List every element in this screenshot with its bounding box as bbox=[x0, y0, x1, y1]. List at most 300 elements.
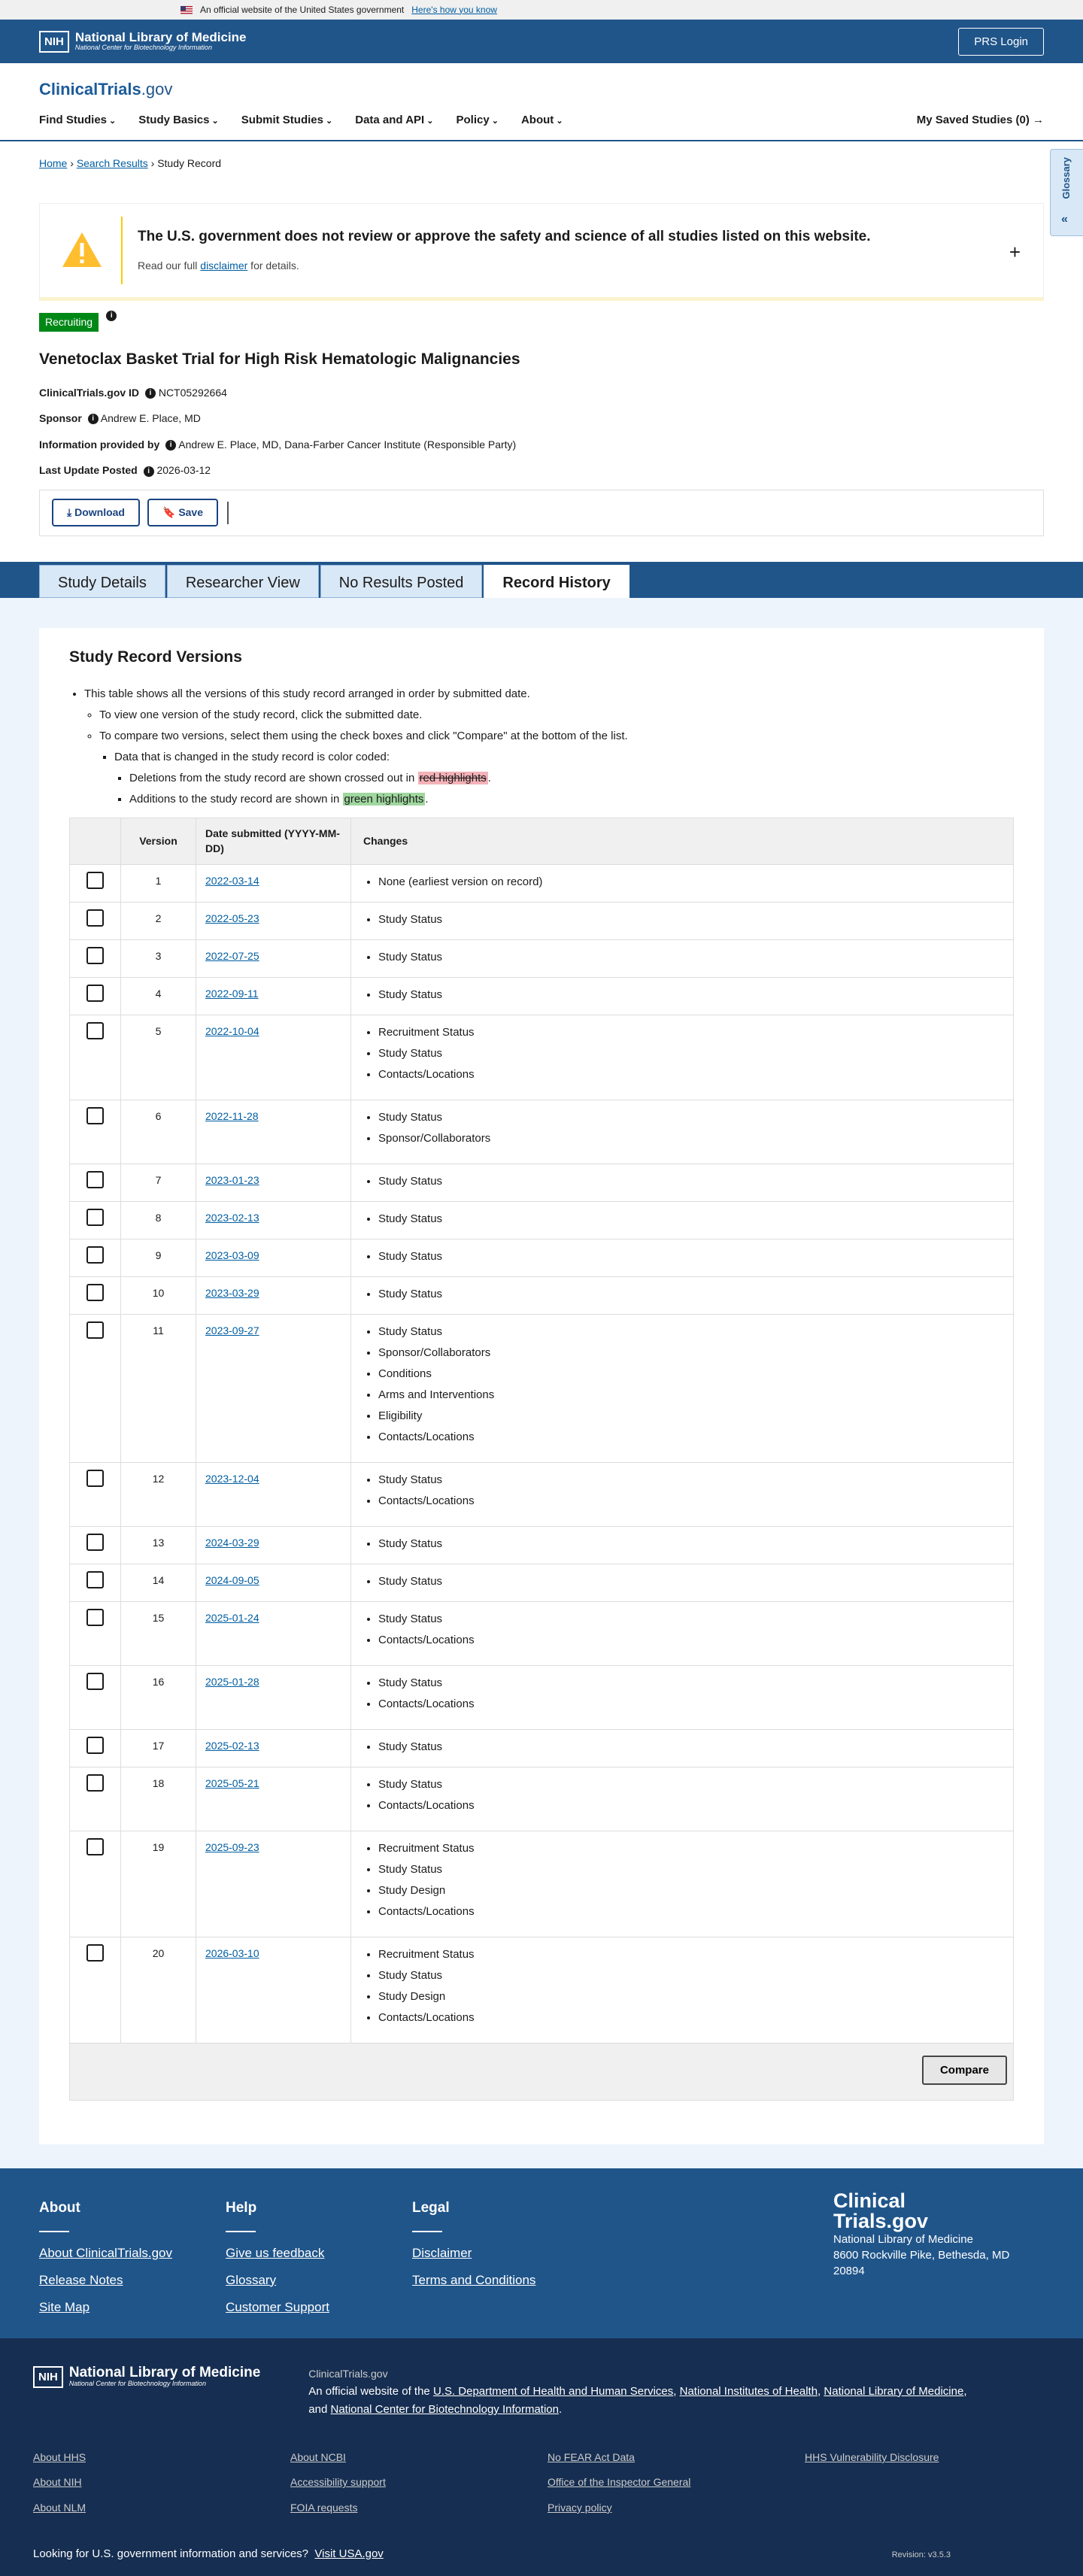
change-item: • Study Status bbox=[378, 1739, 1007, 1755]
nav-study-basics[interactable]: Study Basics ⌄ bbox=[138, 112, 219, 128]
footer-bottom-link bbox=[805, 2475, 1062, 2490]
footer-link[interactable]: Give us feedback bbox=[226, 2245, 325, 2260]
select-cell bbox=[70, 865, 121, 903]
select-cell bbox=[70, 1100, 121, 1164]
changes-cell bbox=[351, 1164, 1014, 1202]
changes-cell bbox=[351, 1831, 1014, 1937]
bookmark-icon: 🔖 bbox=[162, 506, 176, 519]
revision: Revision: v3.5.3 bbox=[891, 2550, 951, 2559]
changes-cell bbox=[351, 1100, 1014, 1164]
alert-title: The U.S. government does not review or approve the safety and science of all studies listed on this website. bbox=[138, 228, 871, 244]
change-item: • Sponsor/Collaborators bbox=[378, 1130, 1007, 1146]
version-date-link[interactable]: 2022-07-25 bbox=[205, 950, 259, 963]
table-row bbox=[70, 1100, 1014, 1164]
footer-link[interactable]: Customer Support bbox=[226, 2299, 329, 2314]
table-row bbox=[70, 978, 1014, 1015]
version-number: 19 bbox=[121, 1831, 196, 1937]
version-number: 15 bbox=[121, 1602, 196, 1666]
footer-bottom-link[interactable]: About HHS bbox=[33, 2450, 86, 2463]
site-header bbox=[0, 63, 1083, 141]
change-item: • Study Status bbox=[378, 987, 1007, 1003]
changes-cell bbox=[351, 1239, 1014, 1277]
changes-cell bbox=[351, 1277, 1014, 1315]
table-row bbox=[70, 1937, 1014, 2044]
version-date-link[interactable]: 2022-09-11 bbox=[205, 988, 259, 1000]
version-number: 11 bbox=[121, 1315, 196, 1463]
official-website-text: ClinicalTrials.gov An official website of the U.S. Department of Health and Human Services, National Institutes of Health, National Library of Medicine, and National Center for Biotechnology Information. bbox=[308, 2365, 966, 2418]
version-date-link[interactable]: 2023-01-23 bbox=[205, 1174, 259, 1187]
change-item: • Contacts/Locations bbox=[378, 1798, 1007, 1813]
footer-bottom-link[interactable]: About NLM bbox=[33, 2501, 86, 2514]
footer-bottom-link[interactable]: About NCBI bbox=[290, 2450, 346, 2463]
version-checkbox[interactable] bbox=[86, 1171, 104, 1188]
version-number: 16 bbox=[121, 1666, 196, 1730]
version-number: 7 bbox=[121, 1164, 196, 1202]
nlm-title: National Library of Medicine bbox=[68, 2365, 261, 2381]
change-item: • Contacts/Locations bbox=[378, 1493, 1007, 1509]
change-item: • Contacts/Locations bbox=[378, 1904, 1007, 1919]
footer-bottom-link bbox=[805, 2501, 1062, 2516]
table-row bbox=[70, 1015, 1014, 1100]
versions-instructions bbox=[69, 686, 1014, 807]
nih-logo-icon: NIH bbox=[33, 2366, 63, 2388]
alert-text: Read our full disclaimer for details. bbox=[138, 259, 299, 272]
version-checkbox[interactable] bbox=[86, 1774, 104, 1792]
tab-no-results-posted[interactable]: No Results Posted bbox=[320, 565, 483, 598]
info-icon[interactable]: i bbox=[145, 388, 156, 399]
select-cell bbox=[70, 1564, 121, 1602]
footer-heading: About bbox=[39, 2200, 80, 2216]
footer-link[interactable]: About ClinicalTrials.gov bbox=[39, 2245, 172, 2260]
breadcrumb-search-results[interactable]: Search Results bbox=[76, 157, 148, 169]
changes-cell bbox=[351, 1315, 1014, 1463]
date-cell bbox=[196, 1164, 351, 1202]
changes-cell bbox=[351, 940, 1014, 978]
select-cell bbox=[70, 1202, 121, 1239]
footer-ct-logo[interactable]: Clinical Trials.gov bbox=[833, 2189, 929, 2233]
changes-cell bbox=[351, 903, 1014, 940]
hhs-link[interactable]: U.S. Department of Health and Human Services bbox=[432, 2384, 674, 2398]
col-select bbox=[70, 818, 121, 865]
change-item: • Study Status bbox=[378, 1536, 1007, 1552]
table-row bbox=[70, 1564, 1014, 1602]
version-checkbox[interactable] bbox=[86, 1944, 104, 1962]
nav-policy[interactable]: Policy ⌄ bbox=[457, 112, 499, 128]
footer-link[interactable]: Site Map bbox=[39, 2299, 90, 2314]
change-item: • Study Status bbox=[378, 1472, 1007, 1488]
info-provided-value: Andrew E. Place, MD, Dana-Farber Cancer Institute (Responsible Party) bbox=[178, 438, 517, 451]
main-nav bbox=[39, 112, 1044, 128]
change-item: • None (earliest version on record) bbox=[378, 874, 1007, 890]
changes-cell bbox=[351, 1666, 1014, 1730]
expand-plus-icon[interactable]: + bbox=[1009, 240, 1021, 263]
changes-cell bbox=[351, 1767, 1014, 1831]
footer-bottom-link[interactable]: HHS Vulnerability Disclosure bbox=[805, 2450, 939, 2463]
change-item: • Recruitment Status bbox=[378, 1024, 1007, 1040]
select-cell bbox=[70, 1463, 121, 1527]
select-cell bbox=[70, 940, 121, 978]
instruction-item: ◦ To view one version of the study record, click the submitted date. bbox=[99, 707, 1014, 723]
select-cell bbox=[70, 1831, 121, 1937]
change-item: • Recruitment Status bbox=[378, 1946, 1007, 1962]
change-item: • Sponsor/Collaborators bbox=[378, 1345, 1007, 1361]
changes-cell bbox=[351, 1463, 1014, 1527]
date-cell bbox=[196, 940, 351, 978]
col-date: Date submitted (YYYY-MM-DD) bbox=[196, 818, 351, 865]
select-cell bbox=[70, 1277, 121, 1315]
change-item: • Study Status bbox=[378, 1776, 1007, 1792]
usa-gov-line: Looking for U.S. government information and services? Visit USA.gov bbox=[33, 2547, 384, 2560]
select-cell bbox=[70, 1666, 121, 1730]
nlm-logo[interactable] bbox=[39, 31, 247, 53]
footer-bottom-link[interactable]: Office of the Inspector General bbox=[548, 2476, 691, 2489]
study-title: Venetoclax Basket Trial for High Risk Hematologic Malignancies bbox=[39, 350, 520, 369]
version-checkbox[interactable] bbox=[86, 1737, 104, 1754]
nav-about[interactable]: About ⌄ bbox=[521, 112, 563, 128]
version-number: 1 bbox=[121, 865, 196, 903]
prs-login-button[interactable]: PRS Login bbox=[958, 28, 1044, 56]
footer-contact bbox=[833, 2191, 1009, 2279]
nlm-header bbox=[0, 20, 1083, 63]
version-number: 9 bbox=[121, 1239, 196, 1277]
disclaimer-alert bbox=[39, 203, 1044, 301]
table-row bbox=[70, 1527, 1014, 1564]
table-row bbox=[70, 940, 1014, 978]
nlm-footer bbox=[0, 2338, 1083, 2576]
nih-logo-icon: NIH bbox=[39, 31, 69, 53]
change-item: • Contacts/Locations bbox=[378, 1429, 1007, 1445]
table-row bbox=[70, 1164, 1014, 1202]
version-date-link[interactable]: 2025-05-21 bbox=[205, 1777, 259, 1790]
select-cell bbox=[70, 1937, 121, 2044]
info-provided-label: Information provided by bbox=[39, 438, 160, 451]
version-checkbox[interactable] bbox=[86, 1107, 104, 1124]
date-cell bbox=[196, 903, 351, 940]
version-number: 12 bbox=[121, 1463, 196, 1527]
change-item: • Study Status bbox=[378, 1109, 1007, 1125]
footer-link[interactable]: Terms and Conditions bbox=[412, 2272, 536, 2287]
version-number: 20 bbox=[121, 1937, 196, 2044]
date-cell bbox=[196, 1239, 351, 1277]
record-history-panel bbox=[0, 598, 1083, 2168]
date-cell bbox=[196, 1527, 351, 1564]
footer-link[interactable]: Disclaimer bbox=[412, 2245, 472, 2260]
version-date-link[interactable]: 2022-03-14 bbox=[205, 875, 259, 887]
date-cell bbox=[196, 1767, 351, 1831]
version-number: 3 bbox=[121, 940, 196, 978]
change-item: • Study Status bbox=[378, 1324, 1007, 1340]
footer-ct-name: ClinicalTrials.gov bbox=[308, 2368, 388, 2380]
action-bar bbox=[39, 490, 1044, 536]
select-cell bbox=[70, 1315, 121, 1463]
changes-cell bbox=[351, 1564, 1014, 1602]
col-changes: Changes bbox=[351, 818, 1014, 865]
warning-icon bbox=[61, 231, 106, 270]
my-saved-studies-link[interactable]: My Saved Studies (0) → bbox=[916, 113, 1044, 126]
date-cell bbox=[196, 1602, 351, 1666]
footer-bottom-link[interactable]: Accessibility support bbox=[290, 2476, 386, 2489]
changes-cell bbox=[351, 1015, 1014, 1100]
version-checkbox[interactable] bbox=[86, 1209, 104, 1226]
footer-bottom-link[interactable]: About NIH bbox=[33, 2476, 82, 2489]
version-date-link[interactable]: 2022-05-23 bbox=[205, 912, 259, 925]
change-item: • Study Status bbox=[378, 1173, 1007, 1189]
instruction-item: ▪ Deletions from the study record are shown crossed out in red highlights . bbox=[129, 770, 1014, 786]
change-item: • Study Status bbox=[378, 1045, 1007, 1061]
instruction-item: • This table shows all the versions of this study record arranged in order by submitted date. bbox=[84, 686, 1014, 702]
action-separator bbox=[227, 502, 229, 524]
version-checkbox[interactable] bbox=[86, 1246, 104, 1264]
table-row bbox=[70, 1831, 1014, 1937]
footer-link[interactable]: Glossary bbox=[226, 2272, 277, 2287]
sponsor-value: Andrew E. Place, MD bbox=[100, 412, 201, 425]
date-cell bbox=[196, 1315, 351, 1463]
last-update-value: 2026-03-12 bbox=[156, 464, 211, 477]
footer-help bbox=[226, 2198, 329, 2325]
breadcrumb: Home › Search Results › Study Record bbox=[39, 157, 222, 169]
table-row bbox=[70, 1202, 1014, 1239]
select-cell bbox=[70, 1767, 121, 1831]
logo-suffix: .gov bbox=[141, 80, 173, 99]
select-cell bbox=[70, 903, 121, 940]
version-number: 5 bbox=[121, 1015, 196, 1100]
compare-button[interactable]: Compare bbox=[922, 2056, 1007, 2085]
date-cell bbox=[196, 1015, 351, 1100]
us-flag-icon bbox=[180, 6, 193, 14]
change-item: • Study Design bbox=[378, 1883, 1007, 1898]
version-date-link[interactable]: 2025-02-13 bbox=[205, 1740, 259, 1752]
save-button[interactable]: 🔖 Save bbox=[147, 499, 218, 526]
version-checkbox[interactable] bbox=[86, 1534, 104, 1551]
disclaimer-link[interactable]: disclaimer bbox=[200, 259, 248, 272]
changes-cell bbox=[351, 865, 1014, 903]
version-checkbox[interactable] bbox=[86, 1321, 104, 1339]
version-checkbox[interactable] bbox=[86, 1571, 104, 1588]
version-date-link[interactable]: 2023-03-09 bbox=[205, 1249, 259, 1262]
change-item: • Study Status bbox=[378, 1249, 1007, 1264]
change-item: • Contacts/Locations bbox=[378, 2010, 1007, 2025]
breadcrumb-current: Study Record bbox=[157, 157, 222, 169]
last-update-label: Last Update Posted bbox=[39, 464, 138, 477]
footer-bottom-link[interactable]: FOIA requests bbox=[290, 2501, 358, 2514]
change-item: • Contacts/Locations bbox=[378, 1696, 1007, 1712]
table-row bbox=[70, 1730, 1014, 1767]
footer-bottom-link[interactable]: Privacy policy bbox=[548, 2501, 612, 2514]
version-checkbox[interactable] bbox=[86, 1470, 104, 1487]
col-version: Version bbox=[121, 818, 196, 865]
alert-divider bbox=[121, 217, 123, 284]
clinicaltrials-logo[interactable] bbox=[39, 78, 1044, 102]
change-item: • Study Status bbox=[378, 949, 1007, 965]
select-cell bbox=[70, 1164, 121, 1202]
date-cell bbox=[196, 865, 351, 903]
version-date-link[interactable]: 2023-12-04 bbox=[205, 1473, 259, 1485]
version-date-link[interactable]: 2025-01-28 bbox=[205, 1676, 259, 1689]
tab-researcher-view[interactable]: Researcher View bbox=[167, 565, 319, 598]
table-row bbox=[70, 1666, 1014, 1730]
study-tabs bbox=[0, 562, 1083, 598]
table-row bbox=[70, 865, 1014, 903]
footer-about bbox=[39, 2198, 172, 2325]
change-item: • Study Status bbox=[378, 1286, 1007, 1302]
id-label: ClinicalTrials.gov ID bbox=[39, 386, 140, 399]
version-number: 10 bbox=[121, 1277, 196, 1315]
usa-gov-link[interactable]: Visit USA.gov bbox=[314, 2547, 384, 2560]
glossary-label: Glossary bbox=[1060, 157, 1072, 199]
select-cell bbox=[70, 1527, 121, 1564]
change-item: • Study Status bbox=[378, 1573, 1007, 1589]
nav-submit-studies[interactable]: Submit Studies ⌄ bbox=[241, 112, 332, 128]
download-button[interactable]: ⤓ Download bbox=[52, 499, 140, 526]
footer-address: National Library of Medicine bbox=[833, 2233, 973, 2247]
tab-record-history[interactable]: Record History bbox=[484, 565, 629, 598]
info-icon[interactable]: i bbox=[88, 414, 99, 424]
nav-find-studies[interactable]: Find Studies ⌄ bbox=[39, 112, 116, 128]
footer-link[interactable]: Release Notes bbox=[39, 2272, 123, 2287]
heres-how-link[interactable]: Here's how you know bbox=[411, 4, 497, 15]
version-number: 13 bbox=[121, 1527, 196, 1564]
version-checkbox[interactable] bbox=[86, 1838, 104, 1855]
change-item: • Arms and Interventions bbox=[378, 1387, 1007, 1403]
date-cell bbox=[196, 1463, 351, 1527]
date-cell bbox=[196, 1937, 351, 2044]
footer-legal bbox=[412, 2198, 535, 2298]
version-checkbox[interactable] bbox=[86, 909, 104, 927]
nlm-link[interactable]: National Library of Medicine bbox=[824, 2384, 964, 2398]
change-item: • Conditions bbox=[378, 1366, 1007, 1382]
nlm-title: National Library of Medicine bbox=[74, 30, 247, 45]
info-icon[interactable]: i bbox=[165, 440, 176, 451]
nlm-subtitle: National Center for Biotechnology Information bbox=[68, 2380, 206, 2388]
table-row bbox=[70, 1767, 1014, 1831]
version-date-link[interactable]: 2023-03-29 bbox=[205, 1287, 259, 1300]
versions-card bbox=[39, 628, 1044, 2144]
version-number: 2 bbox=[121, 903, 196, 940]
version-date-link[interactable]: 2024-09-05 bbox=[205, 1574, 259, 1587]
version-number: 17 bbox=[121, 1730, 196, 1767]
version-number: 4 bbox=[121, 978, 196, 1015]
version-checkbox[interactable] bbox=[86, 947, 104, 964]
gov-banner bbox=[0, 0, 1083, 20]
nav-data-api[interactable]: Data and API ⌄ bbox=[355, 112, 433, 128]
nlm-footer-logo[interactable] bbox=[33, 2365, 260, 2388]
version-checkbox[interactable] bbox=[86, 1022, 104, 1039]
change-item: • Contacts/Locations bbox=[378, 1067, 1007, 1082]
select-cell bbox=[70, 1602, 121, 1666]
version-date-link[interactable]: 2023-09-27 bbox=[205, 1324, 259, 1337]
version-checkbox[interactable] bbox=[86, 985, 104, 1002]
table-row bbox=[70, 1239, 1014, 1277]
date-cell bbox=[196, 1666, 351, 1730]
footer-address: 20894 bbox=[833, 2265, 865, 2278]
version-date-link[interactable]: 2026-03-10 bbox=[205, 1947, 259, 1960]
changes-cell bbox=[351, 978, 1014, 1015]
nlm-subtitle: National Center for Biotechnology Information bbox=[74, 44, 212, 52]
change-item: • Study Status bbox=[378, 1968, 1007, 1983]
version-number: 14 bbox=[121, 1564, 196, 1602]
chevron-double-left-icon: « bbox=[1061, 212, 1068, 226]
logo-main: ClinicalTrials bbox=[39, 80, 141, 99]
select-cell bbox=[70, 978, 121, 1015]
change-item: • Study Status bbox=[378, 1861, 1007, 1877]
date-cell bbox=[196, 1100, 351, 1164]
version-checkbox[interactable] bbox=[86, 1284, 104, 1301]
download-icon: ⤓ bbox=[67, 506, 72, 519]
instruction-item: ▪ Data that is changed in the study record is color coded: bbox=[114, 749, 1014, 765]
version-date-link[interactable]: 2025-09-23 bbox=[205, 1841, 259, 1854]
info-icon[interactable]: i bbox=[144, 466, 154, 477]
breadcrumb-home[interactable]: Home bbox=[39, 157, 68, 169]
change-item: • Study Status bbox=[378, 1611, 1007, 1627]
version-date-link[interactable]: 2025-01-24 bbox=[205, 1612, 259, 1625]
tab-study-details[interactable]: Study Details bbox=[39, 565, 165, 598]
changes-cell bbox=[351, 1527, 1014, 1564]
footer-heading: Legal bbox=[412, 2200, 450, 2216]
version-number: 6 bbox=[121, 1100, 196, 1164]
change-item: • Study Status bbox=[378, 912, 1007, 927]
date-cell bbox=[196, 1831, 351, 1937]
footer-heading: Help bbox=[226, 2200, 257, 2216]
date-cell bbox=[196, 978, 351, 1015]
gov-banner-text: An official website of the United States government bbox=[200, 4, 405, 15]
info-icon[interactable]: i bbox=[106, 311, 117, 321]
footer-address: 8600 Rockville Pike, Bethesda, MD bbox=[833, 2249, 1010, 2262]
changes-cell bbox=[351, 1730, 1014, 1767]
sponsor-label: Sponsor bbox=[39, 412, 82, 425]
changes-cell bbox=[351, 1202, 1014, 1239]
footer-links bbox=[33, 2450, 1050, 2516]
change-item: • Recruitment Status bbox=[378, 1840, 1007, 1856]
version-date-link[interactable]: 2022-11-28 bbox=[205, 1110, 259, 1123]
select-cell bbox=[70, 1730, 121, 1767]
versions-table bbox=[69, 818, 1014, 2044]
change-item: • Contacts/Locations bbox=[378, 1632, 1007, 1648]
instruction-item: ▪ Additions to the study record are shown in green highlights . bbox=[129, 791, 1014, 807]
version-date-link[interactable]: 2024-03-29 bbox=[205, 1537, 259, 1549]
table-row bbox=[70, 1463, 1014, 1527]
version-checkbox[interactable] bbox=[86, 1609, 104, 1626]
nih-link[interactable]: National Institutes of Health bbox=[679, 2384, 818, 2398]
versions-heading: Study Record Versions bbox=[69, 648, 242, 666]
version-checkbox[interactable] bbox=[86, 872, 104, 889]
table-row bbox=[70, 1315, 1014, 1463]
version-number: 8 bbox=[121, 1202, 196, 1239]
select-cell bbox=[70, 1015, 121, 1100]
change-item: • Eligibility bbox=[378, 1408, 1007, 1424]
change-item: • Study Design bbox=[378, 1989, 1007, 2004]
select-cell bbox=[70, 1239, 121, 1277]
version-date-link[interactable]: 2022-10-04 bbox=[205, 1025, 259, 1038]
status-badge: Recruiting bbox=[39, 313, 99, 332]
version-date-link[interactable]: 2023-02-13 bbox=[205, 1212, 259, 1224]
site-footer bbox=[0, 2168, 1083, 2338]
footer-bottom-link[interactable]: No FEAR Act Data bbox=[548, 2450, 635, 2463]
version-checkbox[interactable] bbox=[86, 1673, 104, 1690]
ncbi-link[interactable]: National Center for Biotechnology Information bbox=[330, 2402, 559, 2416]
date-cell bbox=[196, 1277, 351, 1315]
date-cell bbox=[196, 1730, 351, 1767]
changes-cell bbox=[351, 1937, 1014, 2044]
change-item: • Study Status bbox=[378, 1675, 1007, 1691]
table-row bbox=[70, 1602, 1014, 1666]
table-row bbox=[70, 1277, 1014, 1315]
glossary-toggle[interactable] bbox=[1050, 149, 1083, 236]
instruction-item: ◦ To compare two versions, select them using the check boxes and click "Compare" at the bottom of the list. bbox=[99, 728, 1014, 744]
changes-cell bbox=[351, 1602, 1014, 1666]
study-meta bbox=[0, 371, 1083, 478]
table-row bbox=[70, 903, 1014, 940]
change-item: • Study Status bbox=[378, 1211, 1007, 1227]
